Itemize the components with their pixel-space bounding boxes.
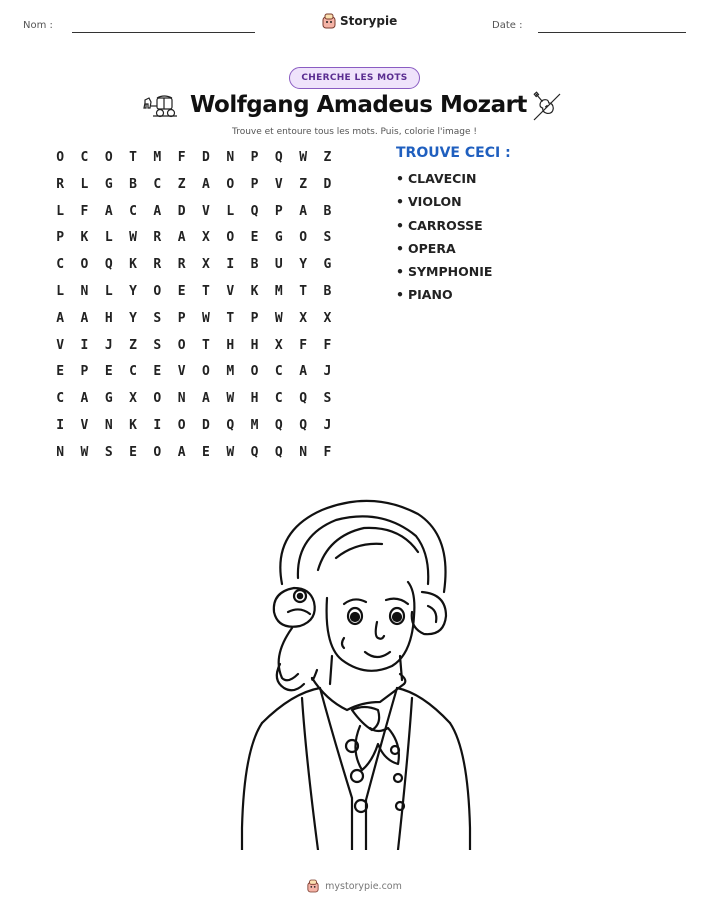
word-list [396,145,511,311]
grid-letter[interactable]: A [153,203,162,219]
word-label: CLAVECIN [408,171,477,186]
grid-letter[interactable]: Q [250,444,259,460]
grid-letter[interactable]: S [323,230,332,246]
grid-letter[interactable]: F [323,444,332,460]
grid-letter[interactable]: C [274,391,283,407]
grid-row [48,254,340,281]
grid-letter[interactable]: C [129,203,137,219]
grid-letter[interactable]: X [202,230,210,246]
grid-letter[interactable]: Z [299,176,308,192]
grid-letter[interactable]: T [202,283,210,299]
grid-letter[interactable]: T [129,150,137,165]
date-label: Date : [492,20,523,31]
grid-letter[interactable]: O [299,230,308,246]
grid-letter[interactable]: A [299,203,308,219]
grid-letter[interactable]: F [323,337,332,353]
grid-row [48,388,340,415]
grid-letter[interactable]: D [323,176,332,192]
grid-letter[interactable]: Z [129,337,137,353]
grid-row [48,308,340,335]
grid-letter[interactable]: B [250,257,259,273]
word-label: PIANO [408,287,453,303]
grid-letter[interactable]: W [226,391,235,407]
grid-letter[interactable]: P [177,310,186,326]
grid-letter[interactable]: T [299,283,308,299]
grid-letter[interactable]: H [250,391,259,407]
grid-row [48,281,340,308]
grid-letter[interactable]: N [299,444,308,460]
grid-letter[interactable]: E [129,444,137,460]
grid-letter[interactable]: O [80,257,89,273]
grid-letter[interactable]: X [274,337,283,353]
grid-letter[interactable]: X [299,310,308,326]
word-list-item [396,264,511,287]
violin-icon [530,90,564,124]
grid-letter[interactable]: W [202,310,210,326]
grid-letter[interactable]: C [274,364,283,380]
grid-letter[interactable]: T [202,337,210,353]
grid-letter[interactable]: J [323,364,332,380]
grid-letter[interactable]: Z [177,176,186,192]
grid-letter[interactable]: V [177,364,186,380]
grid-letter[interactable]: Q [226,417,235,433]
word-label: CARROSSE [408,217,483,233]
grid-letter[interactable]: N [226,150,235,165]
grid-letter[interactable]: S [153,337,162,353]
page-title: Wolfgang Amadeus Mozart [190,92,527,118]
grid-letter[interactable]: V [56,337,65,353]
grid-letter[interactable]: Y [299,257,308,273]
grid-letter[interactable]: L [104,230,113,246]
grid-letter[interactable]: L [80,176,89,192]
bullet: • [396,240,404,256]
grid-letter[interactable]: S [153,310,162,326]
grid-letter[interactable]: M [250,417,259,433]
word-list-item [396,287,511,310]
grid-letter[interactable]: L [226,203,235,219]
grid-letter[interactable]: R [153,257,162,273]
grid-letter[interactable]: C [153,176,162,192]
grid-letter[interactable]: E [56,364,65,380]
grid-letter[interactable]: Q [299,417,308,433]
grid-letter[interactable]: E [202,444,210,460]
grid-letter[interactable]: I [153,417,162,433]
grid-letter[interactable]: J [104,337,113,353]
grid-letter[interactable]: P [56,230,65,246]
grid-letter[interactable]: A [202,176,210,192]
word-label: SYMPHONIE [408,264,493,280]
grid-letter[interactable]: B [323,283,332,299]
grid-letter[interactable]: Q [104,257,113,273]
word-label: OPERA [408,240,456,256]
grid-letter[interactable]: F [177,150,186,165]
word-search-grid [48,147,340,469]
grid-letter[interactable]: Y [129,310,137,326]
word-label: VIOLON [408,194,462,210]
grid-letter[interactable]: W [274,310,283,326]
grid-row [48,174,340,201]
brand-name: Storypie [340,14,398,28]
grid-letter[interactable]: V [80,417,89,433]
grid-letter[interactable]: M [226,364,235,380]
grid-letter[interactable]: L [56,283,65,299]
grid-letter[interactable]: R [177,257,186,273]
date-field-line[interactable] [538,32,686,33]
grid-letter[interactable]: S [323,391,332,407]
grid-letter[interactable]: D [202,417,210,433]
grid-letter[interactable]: E [250,230,259,246]
footer [0,879,709,893]
grid-letter[interactable]: I [80,337,89,353]
grid-letter[interactable]: I [56,417,65,433]
grid-letter[interactable]: G [323,257,332,273]
grid-letter[interactable]: E [153,364,162,380]
grid-letter[interactable]: Y [129,283,137,299]
grid-letter[interactable]: E [104,364,113,380]
footer-url[interactable]: mystorypie.com [325,880,402,892]
grid-row [48,442,340,469]
grid-letter[interactable]: O [226,230,235,246]
grid-letter[interactable]: O [153,444,162,460]
grid-letter[interactable]: A [177,444,186,460]
grid-letter[interactable]: Q [250,203,259,219]
grid-row [48,361,340,388]
grid-letter[interactable]: I [226,257,235,273]
grid-letter[interactable]: O [56,150,65,165]
word-list-title: TROUVE CECI : [396,145,511,161]
grid-letter[interactable]: K [80,230,89,246]
grid-letter[interactable]: P [80,364,89,380]
grid-letter[interactable]: N [80,283,89,299]
grid-letter[interactable]: V [202,203,210,219]
grid-letter[interactable]: N [56,444,65,460]
bullet: • [396,217,404,233]
grid-letter[interactable]: X [129,391,137,407]
grid-letter[interactable]: Q [274,150,283,165]
grid-letter[interactable]: A [56,310,65,326]
grid-letter[interactable]: A [177,230,186,246]
grid-letter[interactable]: F [299,337,308,353]
grid-letter[interactable]: L [104,283,113,299]
grid-letter[interactable]: B [323,203,332,219]
grid-letter[interactable]: D [202,150,210,165]
grid-letter[interactable]: A [80,310,89,326]
name-field-line[interactable] [72,32,255,33]
grid-letter[interactable]: K [250,283,259,299]
grid-letter[interactable]: P [250,150,259,165]
grid-letter[interactable]: A [104,203,113,219]
grid-letter[interactable]: W [299,150,308,165]
activity-badge [289,67,420,89]
grid-row [48,147,340,174]
grid-letter[interactable]: O [153,283,162,299]
brand [322,13,397,29]
grid-letter[interactable]: O [250,364,259,380]
mozart-coloring-illustration [232,488,480,850]
grid-letter[interactable]: O [153,391,162,407]
grid-letter[interactable]: F [80,203,89,219]
title-row [0,92,709,126]
storypie-logo-icon [307,879,319,893]
grid-letter[interactable]: O [177,417,186,433]
grid-letter[interactable]: Q [274,417,283,433]
grid-letter[interactable]: O [104,150,113,165]
grid-letter[interactable]: N [104,417,113,433]
grid-letter[interactable]: O [202,364,210,380]
grid-letter[interactable]: G [104,391,113,407]
activity-badge-label: CHERCHE LES MOTS [301,73,408,83]
grid-letter[interactable]: H [104,310,113,326]
grid-letter[interactable]: O [226,176,235,192]
grid-letter[interactable]: P [274,203,283,219]
grid-letter[interactable]: X [323,310,332,326]
grid-letter[interactable]: A [80,391,89,407]
grid-letter[interactable]: V [226,283,235,299]
grid-letter[interactable]: S [104,444,113,460]
grid-row [48,415,340,442]
word-list-item [396,241,511,264]
grid-letter[interactable]: V [274,176,283,192]
grid-letter[interactable]: R [153,230,162,246]
grid-letter[interactable]: P [250,176,259,192]
grid-letter[interactable]: A [202,391,210,407]
grid-letter[interactable]: E [177,283,186,299]
grid-letter[interactable]: G [274,230,283,246]
grid-letter[interactable]: N [177,391,186,407]
grid-letter[interactable]: C [129,364,137,380]
grid-row [48,227,340,254]
grid-letter[interactable]: A [299,364,308,380]
grid-letter[interactable]: K [129,417,137,433]
word-list-item [396,194,511,217]
grid-letter[interactable]: W [129,230,137,246]
grid-letter[interactable]: W [80,444,89,460]
grid-row [48,201,340,228]
instructions: Trouve et entoure tous les mots. Puis, colorie l'image ! [232,127,477,137]
word-list-item [396,218,511,241]
bullet: • [396,171,404,186]
grid-letter[interactable]: C [80,150,89,165]
bullet: • [396,287,404,303]
grid-letter[interactable]: P [250,310,259,326]
grid-letter[interactable]: C [56,391,65,407]
name-label: Nom : [23,20,53,31]
grid-letter[interactable]: H [226,337,235,353]
bullet: • [396,194,404,210]
grid-letter[interactable]: U [274,257,283,273]
grid-letter[interactable]: D [177,203,186,219]
grid-letter[interactable]: Q [299,391,308,407]
grid-letter[interactable]: B [129,176,137,192]
bullet: • [396,264,404,280]
grid-letter[interactable]: Z [323,150,332,165]
grid-letter[interactable]: C [56,257,65,273]
carriage-icon [143,94,179,118]
grid-letter[interactable]: G [104,176,113,192]
storypie-logo-icon [322,13,336,29]
grid-letter[interactable]: J [323,417,332,433]
grid-letter[interactable]: M [274,283,283,299]
grid-letter[interactable]: R [56,176,65,192]
grid-letter[interactable]: W [226,444,235,460]
grid-letter[interactable]: L [56,203,65,219]
grid-letter[interactable]: H [250,337,259,353]
grid-letter[interactable]: X [202,257,210,273]
grid-row [48,335,340,362]
grid-letter[interactable]: T [226,310,235,326]
word-list-item [396,171,511,194]
grid-letter[interactable]: K [129,257,137,273]
grid-letter[interactable]: O [177,337,186,353]
grid-letter[interactable]: M [153,150,162,165]
grid-letter[interactable]: Q [274,444,283,460]
